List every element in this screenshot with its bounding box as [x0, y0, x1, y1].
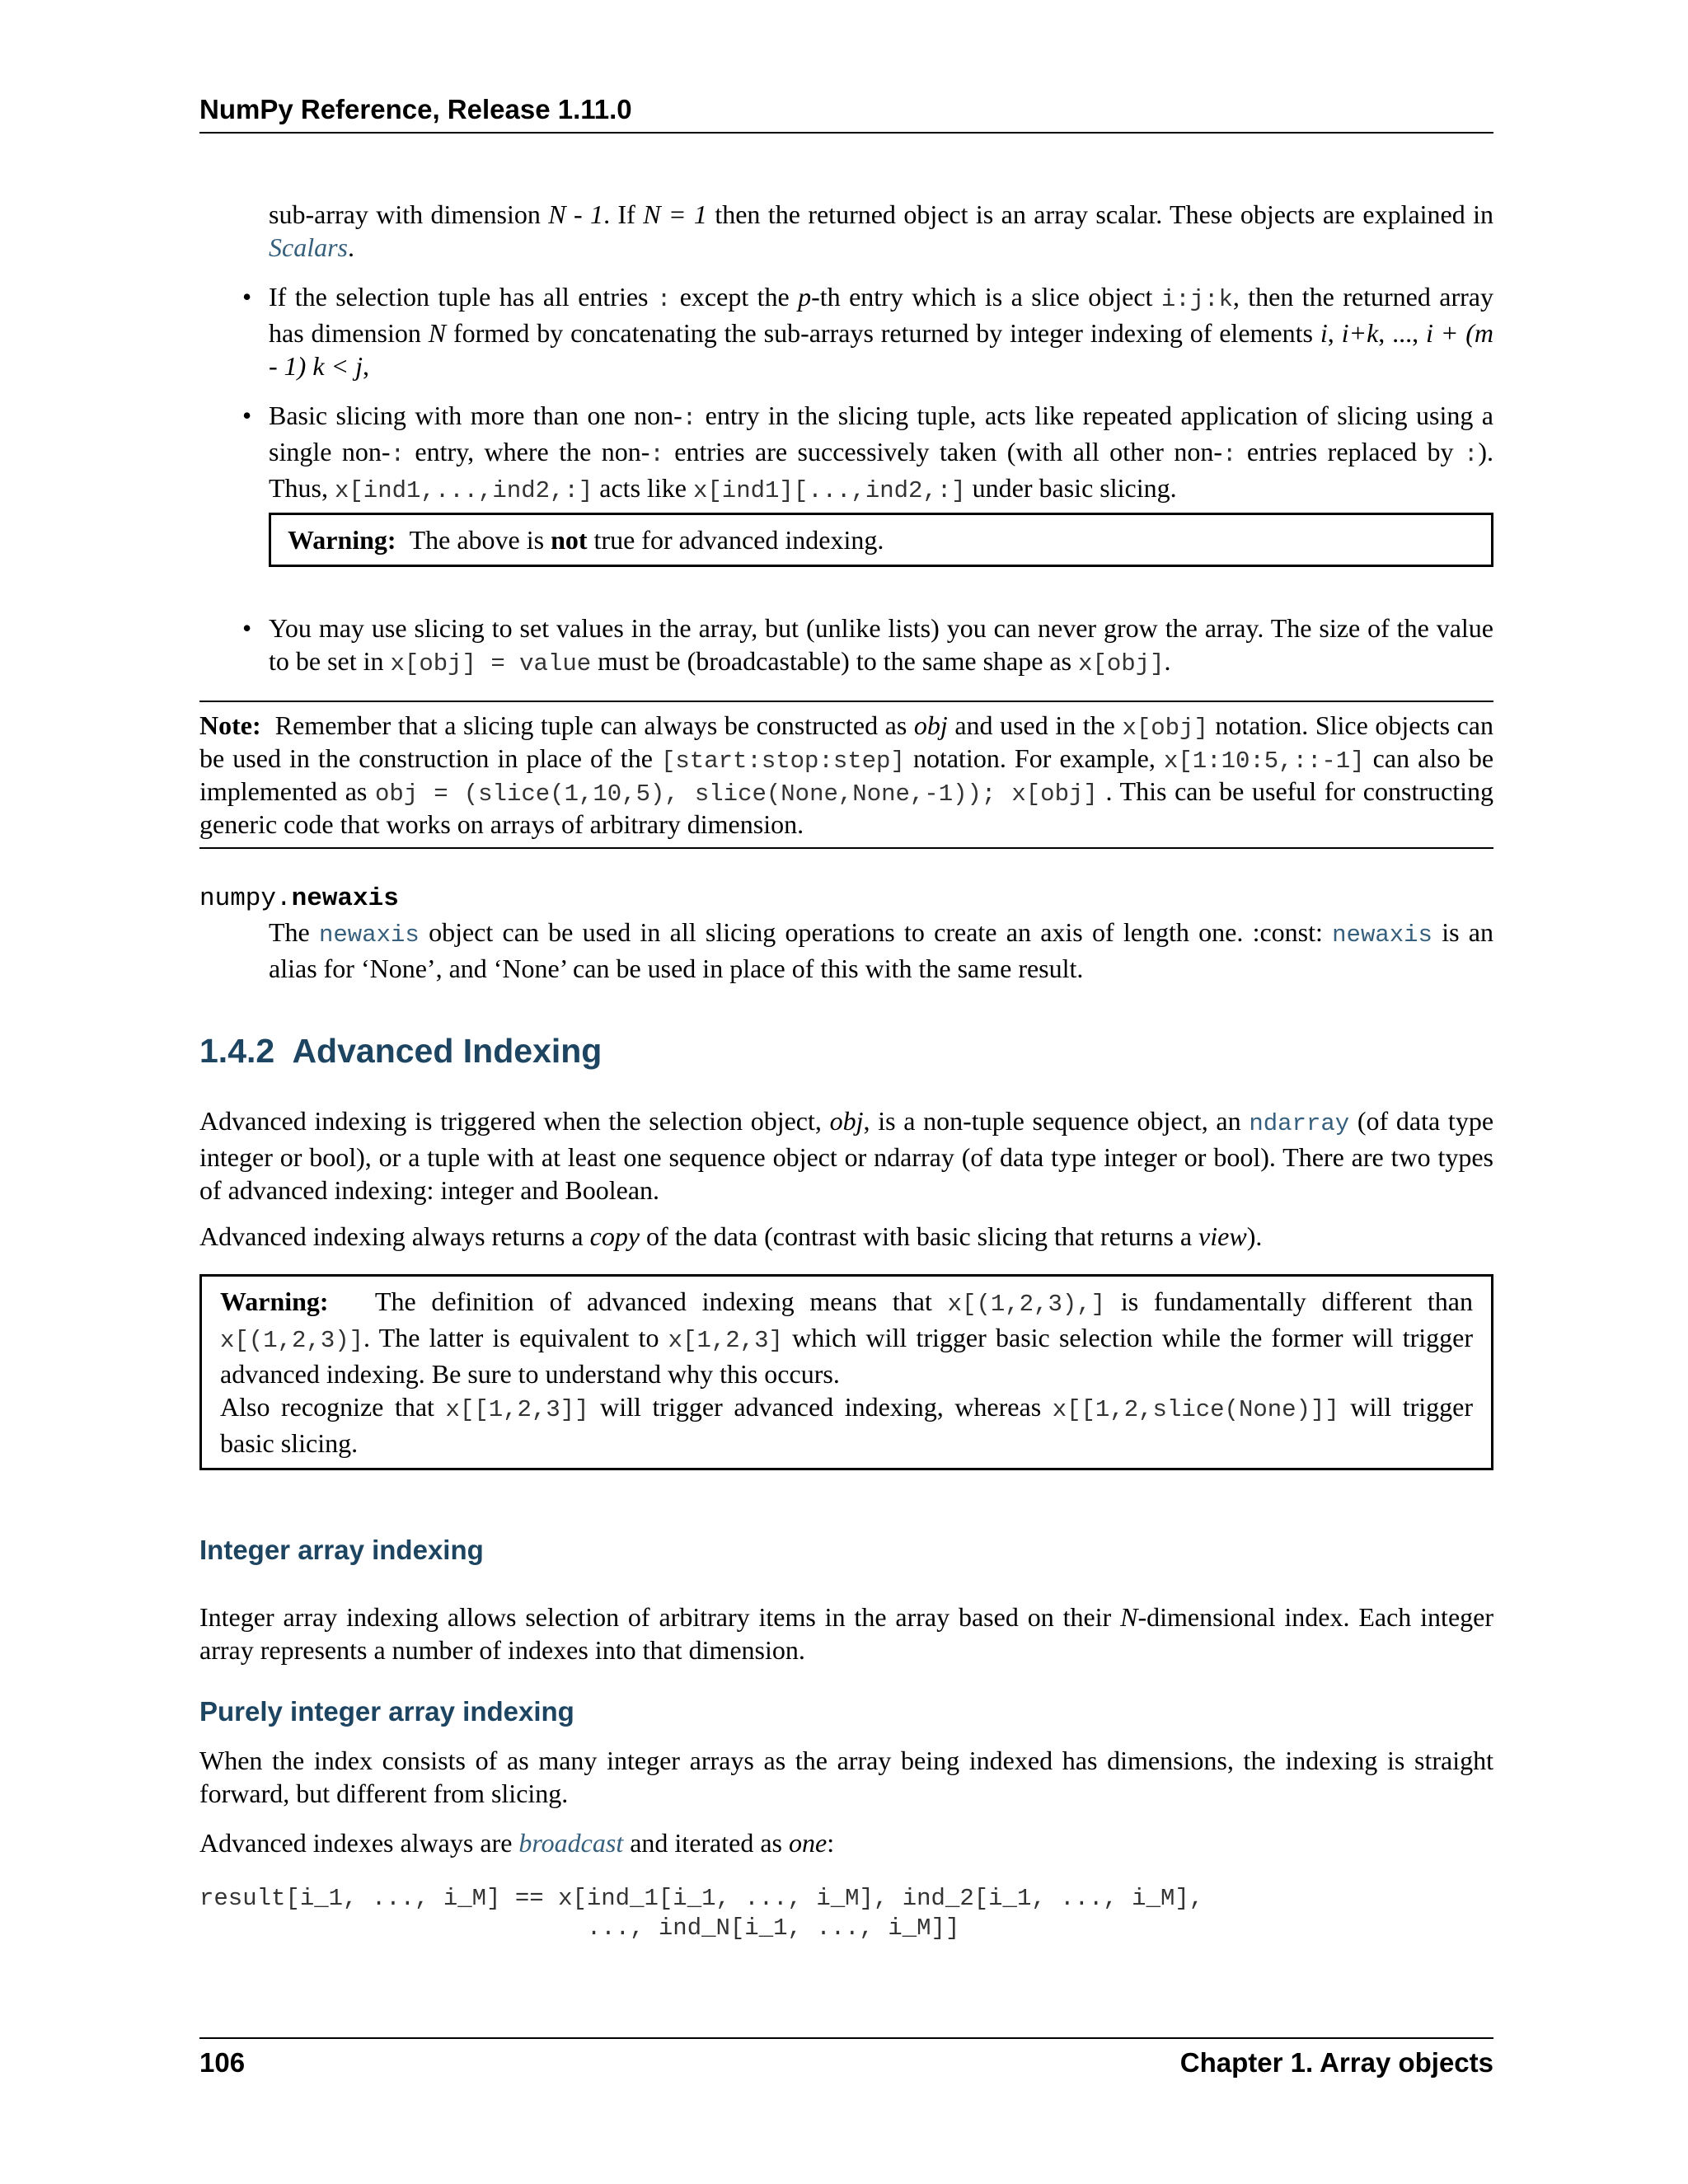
list-item: • If the selection tuple has all entries : except the p-th entry which is a slice object i:j:k, then the returned array has dimension N formed by concatenating the sub-arrays returned by integer indexing of elements i, i+k, ..., i + (m - 1) k < j, — [242, 282, 1494, 381]
section-title: 1.4.2 Advanced Indexing — [199, 1032, 603, 1070]
broadcast-link[interactable]: broadcast — [518, 1828, 624, 1858]
paragraph: Advanced indexes always are broadcast and iterated as one: — [199, 1828, 835, 1858]
paragraph: Advanced indexing is triggered when the selection object, obj, is a non-tuple sequence object, an ndarray (of data type integer or bool), or a tuple with at least one sequence object or ndarray (of data type integer or bool). There are two types of advanced indexing: integer and Boolean. — [199, 1106, 1494, 1205]
bullet-icon: • — [242, 613, 252, 643]
bullet-icon: • — [242, 282, 252, 312]
page-number: 106 — [199, 2047, 246, 2078]
paragraph: Advanced indexing always returns a copy of the data (contrast with basic slicing that returns a view). — [199, 1221, 1263, 1251]
note-label: Note: — [199, 710, 261, 740]
attr-name: newaxis — [291, 884, 399, 913]
subsection-title: Purely integer array indexing — [199, 1696, 574, 1727]
section-heading — [199, 1032, 1493, 1071]
newaxis-link[interactable]: newaxis — [1332, 921, 1432, 949]
subsection-heading — [199, 1535, 1493, 1566]
header-title: NumPy Reference, Release 1.11.0 — [199, 94, 632, 124]
attr-prefix: numpy. — [199, 884, 292, 913]
paragraph: Integer array indexing allows selection of arbitrary items in the array based on their N-dimensional index. Each integer array represents a number of indexes into that dimension. — [199, 1602, 1494, 1665]
bullet-icon: • — [242, 401, 252, 430]
ndarray-link[interactable]: ndarray — [1249, 1110, 1350, 1137]
bullet-list — [199, 612, 1493, 681]
subsection-title: Integer array indexing — [199, 1535, 484, 1565]
warning-box: Warning: The definition of advanced indexing means that x[(1,2,3),] is fundamentally different than x[(1,2,3)]. The latter is equivalent to x[1,2,3] which will trigger basic selection while the former will trigger advanced indexing. Be sure to understand why this occurs. Also recognize that x[[1,2,3]] will trigger advanced indexing, whereas x[[1,2,slice(None)]] will trigger basic slicing. — [199, 1274, 1493, 1470]
code-block — [199, 1884, 1493, 1943]
intro-paragraph: sub-array with dimension N - 1. If N = 1 then the returned object is an array scalar. These objects are explained in Scalars. — [269, 199, 1494, 262]
paragraph: When the index consists of as many integer arrays as the array being indexed has dimensions, the indexing is straight forward, but different from slicing. — [199, 1746, 1493, 1808]
warning-box: Warning: The above is not true for advanced indexing. — [269, 513, 1493, 567]
newaxis-attribute: numpy.newaxis The newaxis object can be used in all slicing operations to create an axis of length one. :const: newaxis is an alias for ‘None’, and ‘None’ can be used in place of this with the same result. — [199, 884, 1494, 983]
newaxis-link[interactable]: newaxis — [319, 921, 420, 949]
running-footer — [199, 2037, 1493, 2079]
running-header — [199, 94, 1493, 134]
subsection-heading — [199, 1696, 1493, 1727]
scalars-link[interactable]: Scalars — [269, 232, 348, 262]
bullet-list — [199, 280, 1493, 508]
list-item: • Basic slicing with more than one non-: entry in the slicing tuple, acts like repeated application of slicing using a single non-: entry, where the non-: entries are successively taken (with all other non-: entries replaced by :). Thus, x[ind1,...,ind2,:] acts like x[ind1][...,ind2,:] under basic slicing. — [242, 401, 1494, 504]
list-item: • You may use slicing to set values in the array, but (unlike lists) you can never grow the array. The size of the value to be set in x[obj] = value must be (broadcastable) to the same shape as x[obj]. — [242, 613, 1493, 677]
chapter-title: Chapter 1. Array objects — [1179, 2047, 1493, 2078]
warning-label: Warning: — [288, 525, 396, 555]
warning-label: Warning: — [220, 1286, 329, 1316]
code-line: ..., ind_N[i_1, ..., i_M]] — [199, 1915, 960, 1942]
note-box: Note: Remember that a slicing tuple can always be constructed as obj and used in the x[obj] notation. Slice objects can be used in the construction in place of the [start:stop:step] notation. For example, x[1:10:5,::-1] can also be implemented as obj = (slice(1,10,5), slice(None,None,-1)); x[obj] . This can be useful for constructing generic code that works on arrays of arbitrary dimension. — [199, 701, 1493, 849]
code-line: result[i_1, ..., i_M] == x[ind_1[i_1, ..., i_M], ind_2[i_1, ..., i_M], — [199, 1885, 1204, 1912]
